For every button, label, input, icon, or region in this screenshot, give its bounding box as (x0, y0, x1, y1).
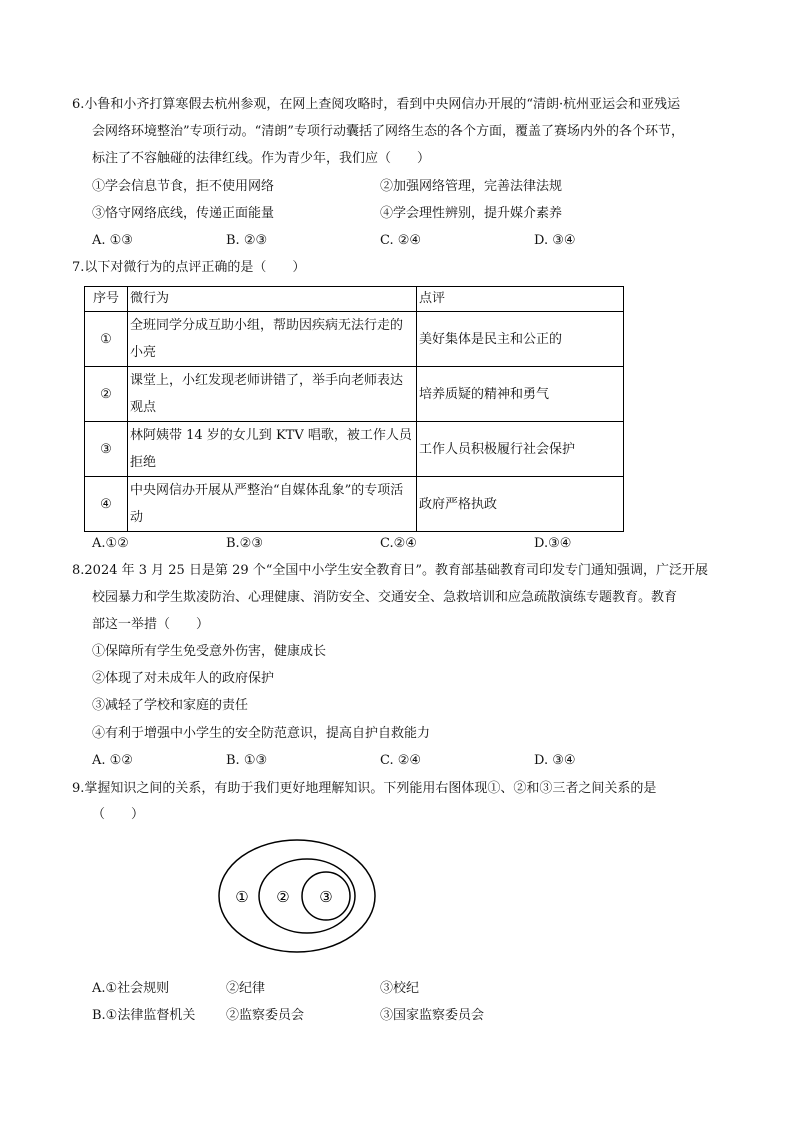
q7-choice-d: D.③④ (534, 536, 572, 551)
q9-option-b-3: ③国家监察委员会 (380, 1008, 485, 1023)
q8-choice-d: D. ③④ (534, 753, 576, 768)
q6-choice-a: A. ①③ (92, 233, 133, 248)
q6-stem-line-3: 标注了不容触碰的法律红线。作为青少年，我们应（ ） (92, 151, 431, 166)
table-header-row (85, 287, 624, 312)
q8-item-1: ①保障所有学生免受意外伤害，健康成长 (92, 644, 327, 659)
diagram-label-3: ③ (319, 888, 333, 906)
q7-stem: 7.以下对微行为的点评正确的是（ ） (72, 260, 306, 275)
q8-choice-b: B. ①③ (226, 753, 268, 768)
q8-item-3: ③减轻了学校和家庭的责任 (92, 698, 249, 713)
header-no: 序号 (85, 287, 128, 312)
q7-choice-c: C.②④ (380, 536, 417, 551)
q6-choice-b: B. ②③ (226, 233, 268, 248)
row-comment: 政府严格执政 (417, 477, 624, 532)
row-behavior: 课堂上，小红发现老师讲错了，举手向老师表达观点 (128, 367, 417, 422)
row-behavior: 全班同学分成互助小组，帮助因疾病无法行走的小亮 (128, 312, 417, 367)
row-no: ③ (85, 422, 128, 477)
q6-choice-c: C. ②④ (380, 233, 422, 248)
middle-ellipse (259, 859, 355, 933)
q8-stem-line-3: 部这一举措（ ） (92, 617, 210, 632)
row-comment: 工作人员积极履行社会保护 (417, 422, 624, 477)
row-no: ① (85, 312, 128, 367)
q6-stem-line-1: 6.小鲁和小齐打算寒假去杭州参观，在网上查阅攻略时，看到中央网信办开展的“清朗·杭州亚运会和亚残运 (72, 97, 681, 112)
row-behavior: 中央网信办开展从严整治“自媒体乱象”的专项活动 (128, 477, 417, 532)
header-behavior: 微行为 (128, 287, 417, 312)
q9-option-b-1: B.①法律监督机关 (92, 1008, 196, 1023)
q6-item-3: ③恪守网络底线，传递正面能量 (92, 206, 275, 221)
row-comment: 美好集体是民主和公正的 (417, 312, 624, 367)
q9-option-a-2: ②纪律 (226, 981, 266, 996)
row-comment: 培养质疑的精神和勇气 (417, 367, 624, 422)
row-no: ④ (85, 477, 128, 532)
q7-table (84, 286, 624, 532)
q9-option-b-2: ②监察委员会 (226, 1008, 305, 1023)
q9-stem-line-2: （ ） (92, 807, 145, 822)
q8-stem-line-1: 8.2024 年 3 月 25 日是第 29 个“全国中小学生安全教育日”。教育部基础教育司印发专门通知强调，广泛开展 (72, 563, 709, 578)
header-comment: 点评 (417, 287, 624, 312)
table-row (85, 422, 624, 477)
nested-circles-diagram (218, 838, 380, 956)
q8-stem-line-2: 校园暴力和学生欺凌防治、心理健康、消防安全、交通安全、急救培训和应急疏散演练专题教育。教育 (92, 590, 678, 605)
q8-item-2: ②体现了对未成年人的政府保护 (92, 671, 275, 686)
table-row (85, 312, 624, 367)
q6-item-2: ②加强网络管理，完善法律法规 (380, 179, 563, 194)
q9-option-a-3: ③校纪 (380, 981, 420, 996)
row-behavior: 林阿姨带 14 岁的女儿到 KTV 唱歌，被工作人员拒绝 (128, 422, 417, 477)
diagram-label-2: ② (276, 888, 290, 906)
q7-choice-b: B.②③ (226, 536, 263, 551)
row-no: ② (85, 367, 128, 422)
q8-choice-a: A. ①② (92, 753, 133, 768)
q6-item-4: ④学会理性辨别，提升媒介素养 (380, 206, 563, 221)
q6-item-1: ①学会信息节食，拒不使用网络 (92, 179, 275, 194)
table-row (85, 367, 624, 422)
q6-choice-d: D. ③④ (534, 233, 576, 248)
q9-option-a-1: A.①社会规则 (92, 981, 170, 996)
q9-stem-line-1: 9.掌握知识之间的关系，有助于我们更好地理解知识。下列能用右图体现①、②和③三者之间关系的是 (72, 781, 657, 796)
q8-choice-c: C. ②④ (380, 753, 422, 768)
q6-stem-line-2: 会网络环境整治”专项行动。“清朗”专项行动囊括了网络生态的各个方面，覆盖了赛场内外的各个环节， (92, 124, 684, 139)
q8-item-4: ④有利于增强中小学生的安全防范意识，提高自护自救能力 (92, 726, 431, 741)
table-row (85, 477, 624, 532)
diagram-label-1: ① (235, 888, 249, 906)
q7-choice-a: A.①② (92, 536, 129, 551)
